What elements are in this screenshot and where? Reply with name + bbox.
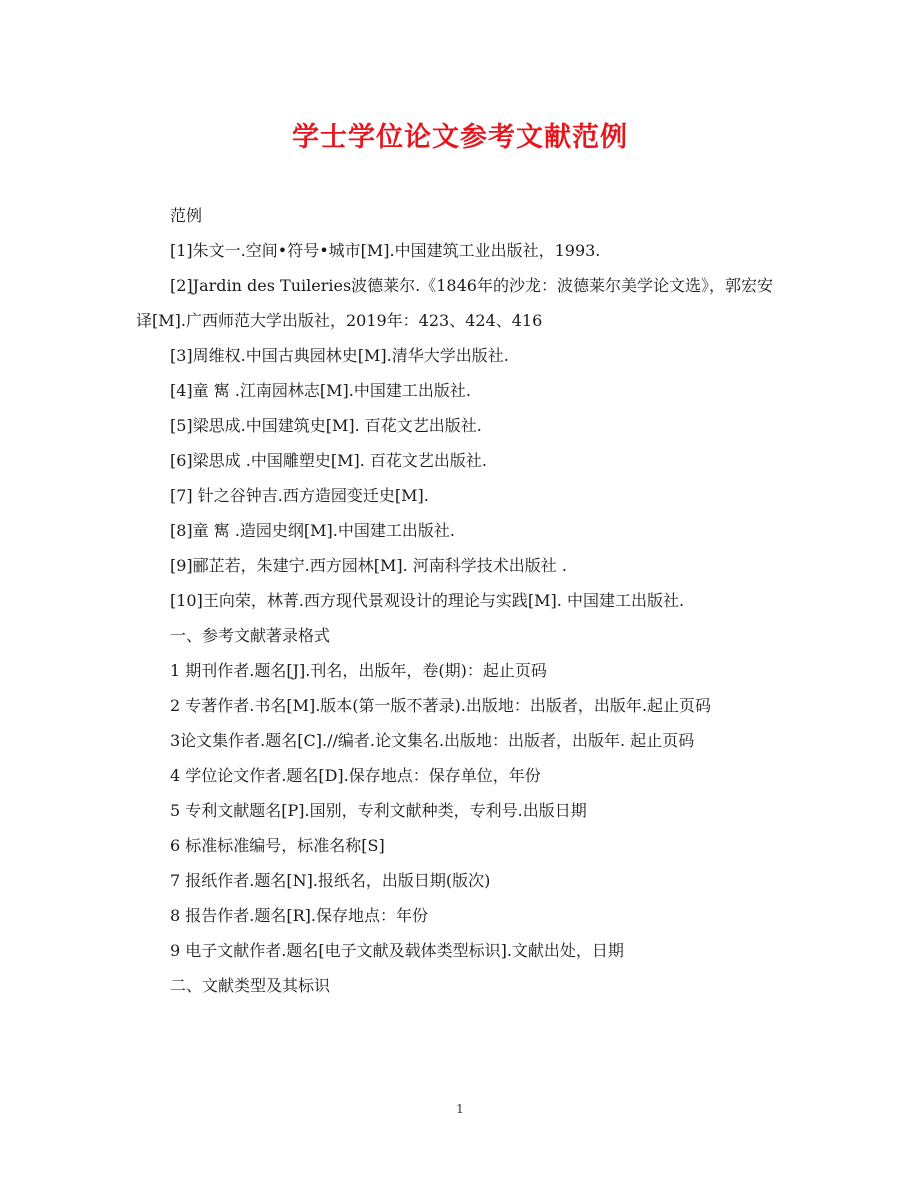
section-heading: 一、参考文献著录格式: [170, 626, 331, 645]
reference-item: [10]王向荣，林菁.西方现代景观设计的理论与实践[M]. 中国建工出版社.: [170, 591, 685, 610]
paragraph-heading-examples: 范例: [170, 206, 203, 225]
reference-item: [5]梁思成.中国建筑史[M]. 百花文艺出版社.: [170, 416, 482, 435]
section-heading: 二、文献类型及其标识: [170, 976, 331, 995]
reference-item: [7] 针之谷钟吉.西方造园变迁史[M].: [170, 486, 429, 505]
format-item: 4 学位论文作者.题名[D].保存地点：保存单位，年份: [170, 766, 541, 785]
reference-item: [2]Jardin des Tuileries波德莱尔.《1846年的沙龙：波德莱尔美学论文选》，郭宏安译[M].广西师范大学出版社，2019年：423、424、416: [136, 276, 773, 330]
reference-item: [3]周维权.中国古典园林史[M].清华大学出版社.: [170, 346, 509, 365]
format-item: 7 报纸作者.题名[N].报纸名，出版日期(版次): [170, 871, 491, 890]
reference-item: [1]朱文一.空间•符号•城市[M].中国建筑工业出版社，1993.: [170, 241, 601, 260]
document-body: [136, 198, 786, 1003]
page-number: 1: [456, 1102, 464, 1116]
format-item: 8 报告作者.题名[R].保存地点：年份: [170, 906, 428, 925]
reference-item: [9]郦芷若，朱建宁.西方园林[M]. 河南科学技术出版社 .: [170, 556, 567, 575]
format-item: 9 电子文献作者.题名[电子文献及载体类型标识].文献出处，日期: [170, 941, 624, 960]
format-item: 1 期刊作者.题名[J].刊名，出版年，卷(期)：起止页码: [170, 661, 547, 680]
format-item: 3论文集作者.题名[C].//编者.论文集名.出版地：出版者，出版年. 起止页码: [170, 731, 695, 750]
format-item: 5 专利文献题名[P].国别，专利文献种类，专利号.出版日期: [170, 801, 587, 820]
format-item: 6 标准标准编号，标准名称[S]: [170, 836, 385, 855]
format-item: 2 专著作者.书名[M].版本(第一版不著录).出版地：出版者，出版年.起止页码: [170, 696, 711, 715]
reference-item: [4]童 寯 .江南园林志[M].中国建工出版社.: [170, 381, 471, 400]
reference-item: [6]梁思成 .中国雕塑史[M]. 百花文艺出版社.: [170, 451, 487, 470]
document-title: 学士学位论文参考文献范例: [292, 122, 628, 153]
reference-item: [8]童 寯 .造园史纲[M].中国建工出版社.: [170, 521, 455, 540]
